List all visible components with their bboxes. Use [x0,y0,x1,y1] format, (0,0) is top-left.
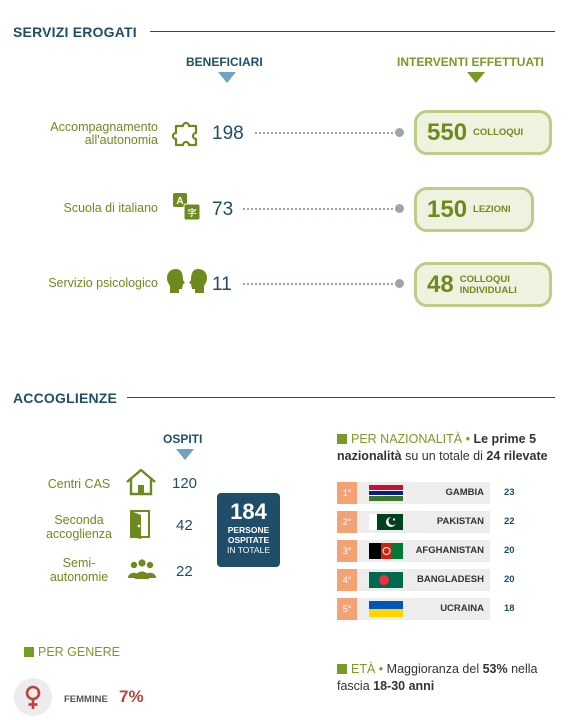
connector-dots [255,132,397,134]
rank-badge: 2° [337,511,357,533]
rank-badge: 3° [337,540,357,562]
green-square-icon [337,664,347,674]
pakistan-flag [369,514,403,530]
svg-text:字: 字 [187,208,197,218]
nazionalita-heading: PER NAZIONALITÀ • Le prime 5 nazionalità su un totale di 24 rilevate [337,432,548,463]
ospiti-arrow-icon [176,449,194,460]
connector-end [395,128,404,137]
connector-dots [243,283,397,285]
puzzle-icon [172,118,202,148]
group-icon [126,558,158,582]
gambia-flag [369,485,403,501]
svg-text:A: A [176,196,184,207]
service-label-psicologico: Servizio psicologico [48,276,158,290]
connector-end [395,204,404,213]
rank-badge: 1° [337,482,357,504]
eta-heading: ETÀ • Maggioranza del 53% nella fascia 18-30 anni [337,662,538,693]
rank-badge: 5° [337,598,357,620]
nationality-value: 20 [504,574,515,585]
nationality-value: 22 [504,516,515,527]
nationality-value: 23 [504,487,515,498]
nationality-row: AFGHANISTAN [337,540,490,562]
interventi-arrow-icon [467,72,485,83]
nationality-value: 20 [504,545,515,556]
ospiti-value-seconda: 42 [176,517,193,534]
translate-icon [172,192,202,222]
beneficiari-header: BENEFICIARI [186,55,263,69]
interventi-pill-scuola: 150 LEZIONI [414,187,534,232]
section-rule [127,397,555,398]
interventi-pill-psicologico: 48 COLLOQUI INDIVIDUALI [414,262,552,307]
interventi-pill-accompagnamento: 550 COLLOQUI [414,110,552,155]
ospiti-header: OSPITI [163,432,203,446]
accoglienza-label-seconda: Seconda accoglienza [45,513,112,541]
house-icon [125,468,157,496]
section-rule [150,31,555,32]
rank-badge: 4° [337,569,357,591]
nationality-row: GAMBIA [337,482,490,504]
nationality-row: BANGLADESH [337,569,490,591]
ospiti-value-semi: 22 [176,563,193,580]
ukraine-flag [369,601,403,617]
beneficiari-arrow-icon [218,72,236,83]
total-ospiti-box: 184 PERSONE OSPITATE IN TOTALE [217,493,280,567]
service-label-accompagnamento: Accompagnamento all'autonomia [50,120,158,147]
beneficiari-value-accompagnamento: 198 [212,123,244,144]
section-title-accoglienze: ACCOGLIENZE [13,390,118,406]
genere-heading: PER GENERE [24,645,120,659]
nationality-value: 18 [504,603,515,614]
connector-dots [243,208,397,210]
bangladesh-flag [369,572,403,588]
section-title-servizi: SERVIZI EROGATI [13,24,137,40]
beneficiari-value-psicologico: 11 [212,274,232,295]
afghanistan-flag [369,543,403,559]
connector-end [395,279,404,288]
accoglienza-label-cas: Centri CAS [47,477,111,491]
female-symbol-icon [13,677,53,717]
total-ospiti-value: 184 [230,499,267,524]
interventi-header: INTERVENTI EFFETTUATI [397,55,544,69]
service-label-scuola: Scuola di italiano [63,201,158,215]
nationality-row: PAKISTAN [337,511,490,533]
door-icon [128,509,154,539]
green-square-icon [24,647,34,657]
femmine-label: FEMMINE [64,694,108,705]
ospiti-value-cas: 120 [172,475,198,492]
femmine-value: 7% [119,687,144,706]
two-heads-icon [166,268,208,294]
green-square-icon [337,434,347,444]
beneficiari-value-scuola: 73 [212,199,234,220]
accoglienza-label-semi: Semi- autonomie [49,556,109,584]
nationality-row: UCRAINA [337,598,490,620]
